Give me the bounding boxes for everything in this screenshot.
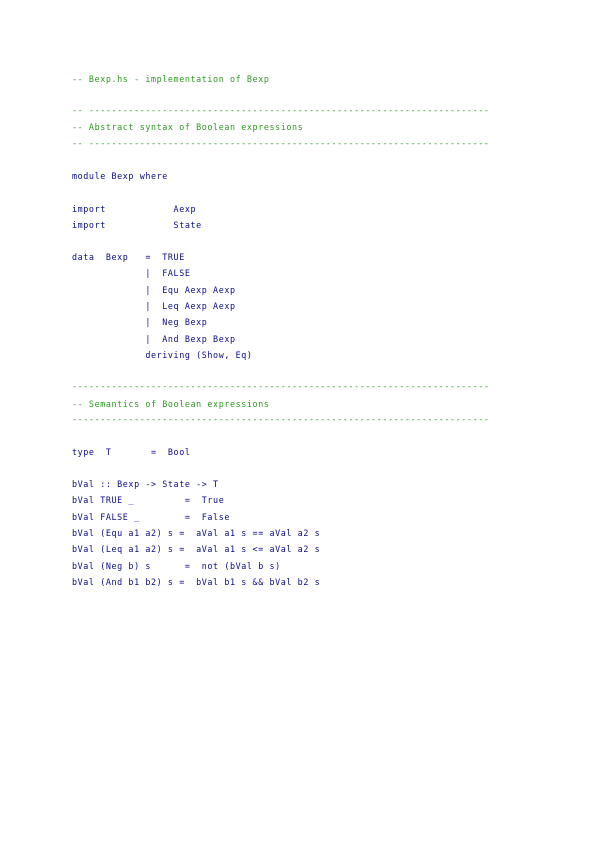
bval-equation: bVal (Equ a1 a2) s = aVal a1 s == aVal a2 s	[72, 528, 321, 538]
bval-equation: bVal FALSE _ = False	[72, 512, 230, 522]
bval-equation: bVal (Neg b) s = not (bVal b s)	[72, 561, 281, 571]
data-declaration-line: | Equ Aexp Aexp	[72, 285, 236, 295]
section-rule-bottom: -- -----------------------------------------------------------------------	[72, 138, 490, 148]
section-title-semantics: -- Semantics of Boolean expressions	[72, 399, 270, 409]
bval-equation: bVal (And b1 b2) s = bVal b1 s && bVal b2 s	[72, 577, 321, 587]
import-line: import State	[72, 220, 202, 230]
bval-signature: bVal :: Bexp -> State -> T	[72, 479, 219, 489]
data-declaration-line: | FALSE	[72, 268, 191, 278]
section-title-abstract-syntax: -- Abstract syntax of Boolean expressions	[72, 122, 304, 132]
file-header-comment: -- Bexp.hs - implementation of Bexp	[72, 74, 270, 84]
section-rule-top: -- -----------------------------------------------------------------------	[72, 105, 490, 115]
import-line: import Aexp	[72, 204, 197, 214]
data-declaration-line: | And Bexp Bexp	[72, 334, 236, 344]
module-declaration: module Bexp where	[72, 171, 168, 181]
bval-equation: bVal (Leq a1 a2) s = aVal a1 s <= aVal a2 s	[72, 544, 321, 554]
deriving-clause: deriving (Show, Eq)	[72, 350, 253, 360]
section-rule-bottom: --------------------------------------------------------------------------	[72, 414, 490, 424]
bval-equation: bVal TRUE _ = True	[72, 495, 225, 505]
section-rule-top: --------------------------------------------------------------------------	[72, 381, 490, 391]
data-declaration-line: | Leq Aexp Aexp	[72, 301, 236, 311]
data-declaration-line: | Neg Bexp	[72, 317, 208, 327]
data-declaration-line: data Bexp = TRUE	[72, 252, 185, 262]
type-declaration: type T = Bool	[72, 447, 191, 457]
